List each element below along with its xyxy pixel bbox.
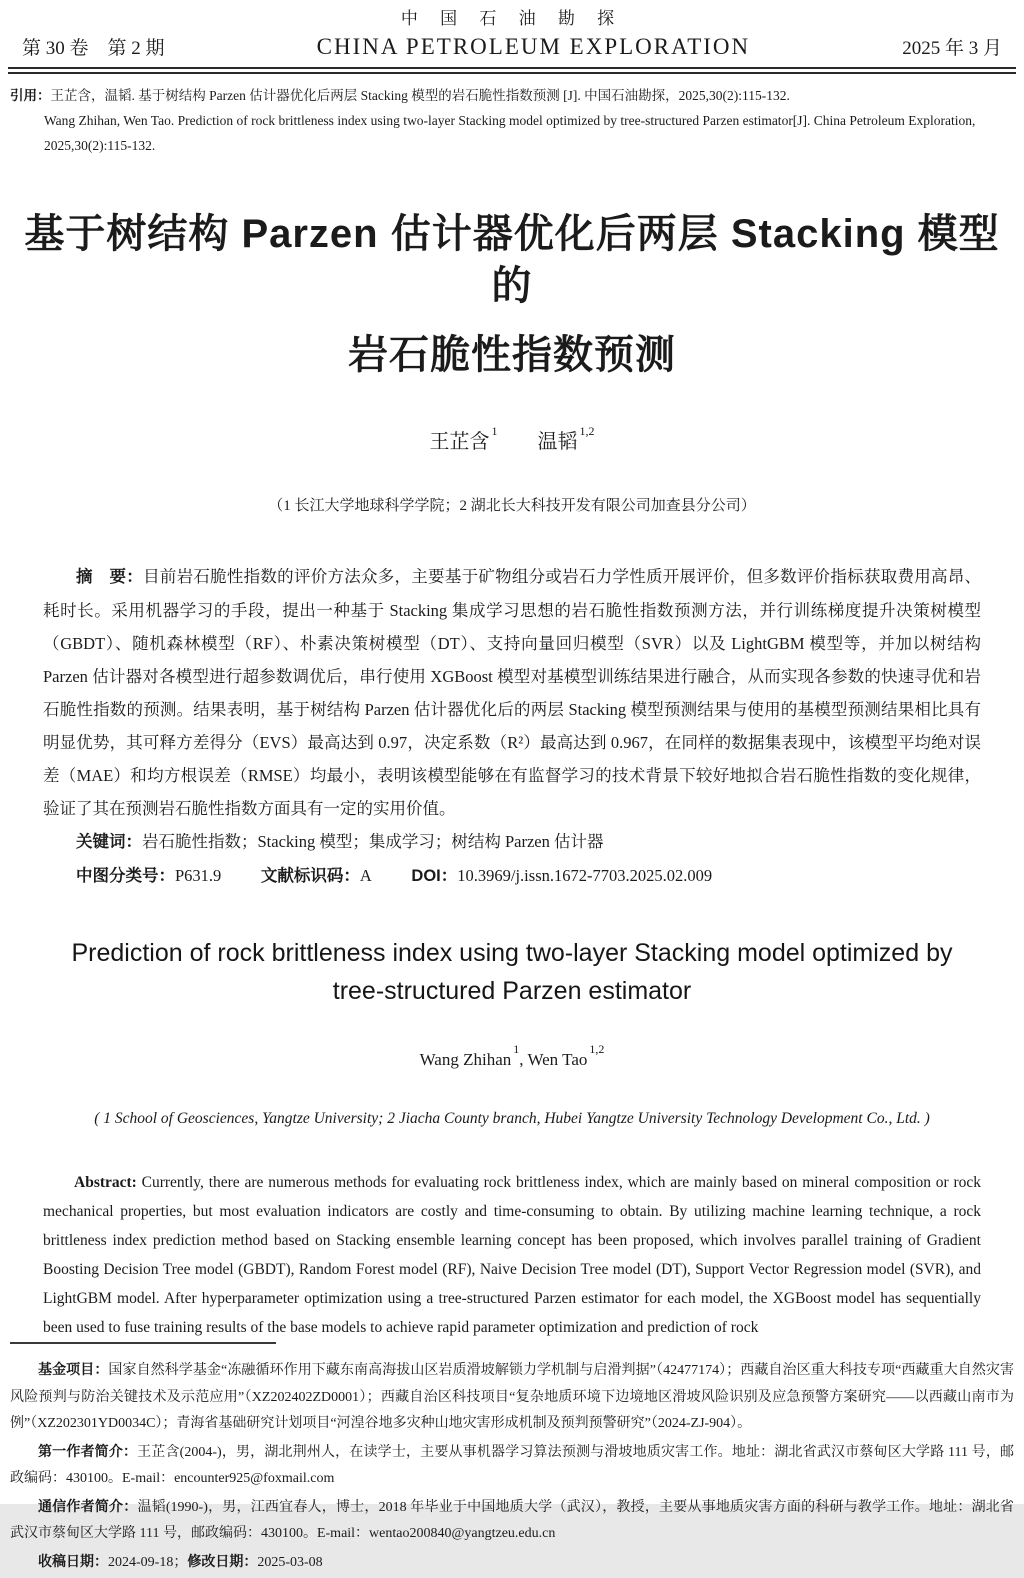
footnotes-block [0, 1342, 1024, 1578]
corresponding-author-bio [10, 1493, 1014, 1548]
abstract-en-label: Abstract: [74, 1174, 137, 1191]
first-author-label: 第一作者简介： [38, 1442, 138, 1459]
classification-line [43, 859, 981, 893]
author-en-1-sup: 1 [513, 1041, 520, 1056]
author-cn-1 [429, 423, 498, 453]
received-label: 收稿日期： [38, 1552, 108, 1569]
corresponding-label: 通信作者简介： [38, 1497, 138, 1514]
citation-en: Wang Zhihan, Wen Tao. Prediction of rock brittleness index using two-layer Stacking model optimized by tree-structured Parzen estimator[J]. China Petroleum Exploration, 2025,30(2):115-132. [44, 113, 976, 153]
fund-label: 基金项目： [38, 1361, 109, 1377]
article-title-en-line2: tree-structured Parzen estimator [332, 976, 692, 1005]
page-header [0, 8, 1024, 74]
article-title-en [26, 935, 998, 1010]
doi-value: 10.3969/j.issn.1672-7703.2025.02.009 [457, 866, 713, 885]
authors-en [0, 1041, 1024, 1070]
abstract-cn-block [43, 560, 981, 893]
fund-text: 国家自然科学基金“冻融循环作用下藏东南高海拔山区岩质滑坡解锁力学机制与启滑判据”（42477174）；西藏自治区重大科技专项“西藏重大自然灾害风险预判与防治关键技术及示范应用”（XZ202402ZD0001）；西藏自治区科技项目“复杂地质环境下边境地区滑坡风险识别及应急预警方案研究——以西藏山南市为例”（XZ202301YD0034C）；青海省基础研究计划项目“河湟谷地多灾种山地灾害形成机制及预判预警研究”（2024-ZJ-904）。 [10, 1363, 1015, 1431]
abstract-en-paragraph [43, 1168, 981, 1342]
doc-code-label: 文献标识码： [260, 867, 360, 885]
keywords-label: 关键词： [76, 833, 142, 851]
affiliation-en: ( 1 School of Geosciences, Yangtze University; 2 Jiacha County branch, Hubei Yangtze University Technology Development Co., Ltd. ) [94, 1110, 930, 1127]
author-en-separator: , [519, 1050, 528, 1069]
first-author-text: 王芷含(2004-)，男，湖北荆州人，在读学士，主要从事机器学习算法预测与滑坡地质灾害工作。地址：湖北省武汉市蔡甸区大学路 111 号，邮政编码：430100。E-mail：encounter925@foxmail.com [10, 1444, 1014, 1486]
abstract-cn-text: 目前岩石脆性指数的评价方法众多，主要基于矿物组分或岩石力学性质开展评价，但多数评价指标获取费用高昂、耗时长。采用机器学习的手段，提出一种基于 Stacking 集成学习思想的岩石脆性指数预测方法，并行训练梯度提升决策树模型（GBDT）、随机森林模型（RF）、朴素决策树模型（DT）、支持向量回归模型（SVR）以及 LightGBM 模型等，并加以树结构 Parzen 估计器对各模型进行超参数调优后，串行使用 XGBoost 模型对基模型训练结果进行融合，从而实现各参数的快速寻优和岩石脆性指数的预测。结果表明，基于树结构 Parzen 估计器优化后的两层 Stacking 模型预测结果与使用的基模型预测结果相比具有明显优势，其可释方差得分（EVS）最高达到 0.97，决定系数（R²）最高达到 0.967，在同样的数据集表现中，该模型平均绝对误差（MAE）和均方根误差（RMSE）均最小，表明该模型能够在有监督学习的技术背景下较好地拟合岩石脆性指数的变化规律，验证了其在预测岩石脆性指数方面具有一定的实用价值。 [43, 567, 982, 818]
dates-line [10, 1548, 1014, 1577]
revised-label: 修改日期： [187, 1552, 258, 1569]
author-cn-2-sup: 1,2 [579, 423, 595, 438]
author-cn-1-name: 王芷含 [429, 431, 490, 453]
article-title-cn [20, 208, 1004, 381]
corresponding-text: 温韬(1990-)，男，江西宜春人，博士，2018 年毕业于中国地质大学（武汉），教授，主要从事地质灾害方面的科研与教学工作。地址：湖北省武汉市蔡甸区大学路 111 号，邮政编码：430100。E-mail：wentao200840@yangtzeu.edu.cn [10, 1499, 1015, 1541]
doc-code-value: A [359, 866, 372, 885]
article-title-cn-line2: 岩石脆性指数预测 [348, 333, 676, 377]
keywords-text: 岩石脆性指数；Stacking 模型；集成学习；树结构 Parzen 估计器 [142, 832, 604, 851]
citation-label: 引用： [10, 88, 51, 103]
author-cn-1-sup: 1 [491, 423, 498, 438]
article-title-en-line1: Prediction of rock brittleness index using two-layer Stacking model optimized by [71, 939, 953, 967]
revised-value: 2025-03-08 [257, 1554, 323, 1570]
author-en-2-name: Wen Tao [527, 1050, 588, 1069]
footnote-divider [10, 1342, 276, 1344]
fund-note [10, 1356, 1014, 1438]
journal-name-en: CHINA PETROLEUM EXPLORATION [316, 34, 751, 59]
issue-date: 2025 年 3 月 [902, 38, 1002, 59]
article-title-cn-line1: 基于树结构 Parzen 估计器优化后两层 Stacking 模型的 [24, 212, 1000, 308]
keywords-line [43, 825, 981, 859]
first-author-bio [10, 1438, 1014, 1493]
doi-label: DOI： [411, 867, 458, 885]
abstract-cn-paragraph [43, 560, 981, 825]
header-divider [8, 67, 1016, 74]
author-en-2-sup: 1,2 [589, 1041, 605, 1056]
doi-item [411, 866, 712, 885]
author-cn-2-name: 温韬 [537, 431, 578, 453]
abstract-en-text: Currently, there are numerous methods for evaluating rock brittleness index, which are mainly based on mineral composition or rock mechanical properties, but most evaluation indicators are costly and time-consuming to obtain. By utilizing machine learning technique, a rock brittleness index prediction method based on Stacking ensemble learning concept has been proposed, which involves parallel training of Gradient Boosting Decision Tree model (GBDT), Random Forest model (RF), Naive Decision Tree model (DT), Support Vector Regression model (SVR), and LightGBM model. After hyperparameter optimization using a tree-structured Parzen estimator for each model, the XGBoost model has sequentially been used to fuse training results of the base models to achieve rapid parameter optimization and prediction of rock [43, 1174, 981, 1336]
author-cn-2 [537, 423, 595, 453]
volume-issue: 第 30 卷 第 2 期 [22, 38, 165, 59]
abstract-cn-label: 摘 要： [76, 568, 144, 586]
received-value: 2024-09-18； [108, 1554, 188, 1570]
citation-cn-text: 王芷含，温韬. 基于树结构 Parzen 估计器优化后两层 Stacking 模型的岩石脆性指数预测 [J]. 中国石油勘探，2025,30(2):115-132. [50, 88, 790, 103]
journal-name-cn: 中 国 石 油 勘 探 [400, 9, 624, 28]
clc-label: 中图分类号： [76, 867, 175, 885]
clc-value: P631.9 [175, 866, 222, 885]
citation-cn [10, 83, 1014, 108]
affiliation-cn: （1 长江大学地球科学学院；2 湖北长大科技开发有限公司加查县分公司） [268, 498, 756, 514]
clc-item [76, 866, 221, 885]
citation-block [10, 83, 1014, 158]
authors-cn [0, 425, 1024, 454]
author-en-1-name: Wang Zhihan [419, 1050, 512, 1069]
header-meta-row [0, 33, 1024, 63]
doc-code-item [261, 866, 372, 885]
